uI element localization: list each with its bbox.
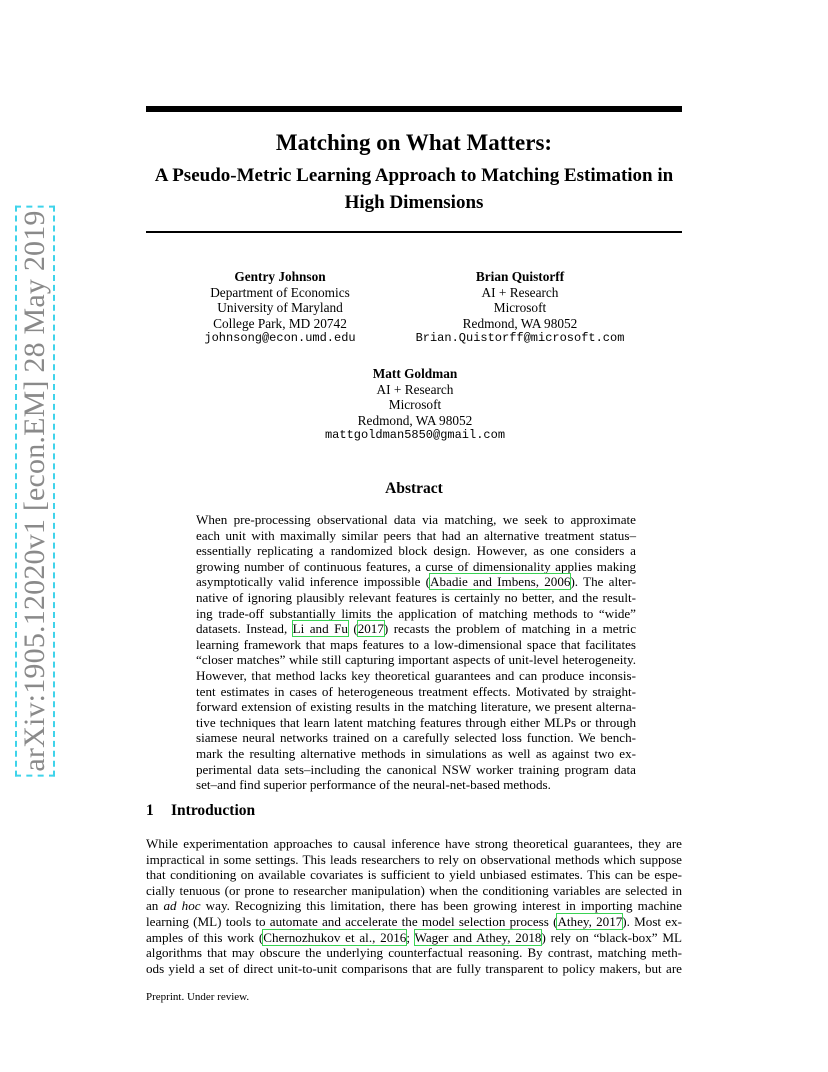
citation-link-athey[interactable]: Athey, 2017 — [557, 913, 623, 929]
text-span: amples of this work ( — [146, 929, 264, 945]
author-email: Brian.Quistorff@microsoft.com — [415, 331, 625, 345]
author-name: Gentry Johnson — [234, 269, 326, 284]
intro-line: impractical in some settings. This leads researchers to rely on observational methods which suppose — [146, 851, 682, 867]
citation-author[interactable]: Chernozhukov et al. — [263, 929, 373, 945]
author-affiliation: Microsoft — [388, 397, 442, 412]
title-top-rule — [146, 106, 682, 112]
author-block-quistorff — [410, 269, 630, 347]
arxiv-sidebar-stamp[interactable] — [17, 210, 53, 772]
abstract-line: However, that method lacks key theoretical guarantees and can produce inconsis- — [196, 667, 636, 683]
citation-author[interactable]: Wager and Athey — [414, 929, 508, 945]
abstract-line: datasets. Instead, Li and Fu (2017) recasts the problem of matching in a metric — [196, 621, 637, 637]
arxiv-identifier[interactable]: arXiv:1905.12020v1 [econ.EM] 28 May 2019 — [18, 210, 51, 772]
abstract-line: learning framework that maps features to a low-dimensional space that facilitates — [196, 636, 636, 652]
title-bottom-rule — [146, 231, 682, 233]
citation-year[interactable]: 2016 — [380, 929, 407, 945]
footer-note: Preprint. Under review. — [146, 991, 250, 1003]
text-span: asymptotically valid inference impossible ( — [196, 574, 430, 590]
section-title: Introduction — [171, 802, 256, 819]
abstract-line: ing trade-off substantially limits the application of matching methods to “wide” — [196, 605, 636, 621]
abstract-line: siamese neural networks trained on a carefully selected loss function. We bench- — [196, 730, 636, 746]
author-address: Redmond, WA 98052 — [462, 315, 578, 331]
text-span: an — [146, 898, 164, 914]
author-address: College Park, MD 20742 — [213, 315, 347, 331]
section-heading-introduction — [146, 802, 255, 820]
abstract-line: essentially replicating a randomized block design. However, as one considers a — [196, 543, 636, 559]
paper-title-line-3: High Dimensions — [344, 192, 484, 213]
citation-link-abadie-imbens[interactable]: Abadie and Imbens, 2006 — [430, 574, 571, 590]
author-affiliation: University of Maryland — [217, 300, 343, 315]
abstract-line: native of ignoring plausibly relevant features is certainly no better, and the result- — [196, 589, 636, 605]
author-affiliation: AI + Research — [481, 284, 559, 300]
author-name: Matt Goldman — [372, 366, 458, 381]
citation-year[interactable]: 2006 — [544, 574, 571, 590]
abstract-line: growing number of continuous features, a curse of dimensionality applies making — [196, 558, 636, 574]
text-span: datasets. Instead, — [196, 621, 293, 637]
abstract-body — [196, 512, 636, 793]
abstract-line: set–and find superior performance of the neural-net-based methods. — [196, 777, 551, 793]
intro-line: While experimentation approaches to causal inference have strong theoretical guarantees, they are — [146, 836, 682, 851]
abstract-line: “closer matches” while still capturing important aspects of unit-level heterogeneity. — [196, 652, 636, 668]
text-span: ) rely on “black-box” ML — [541, 929, 682, 945]
author-block-johnson — [180, 269, 380, 347]
abstract-line: tent estimates in cases of heterogeneous treatment effects. Motivated by straight- — [196, 683, 636, 699]
paper-title-line-2: A Pseudo-Metric Learning Approach to Matching Estimation in — [154, 165, 674, 186]
abstract-line: When pre-processing observational data via matching, we seek to approximate — [196, 512, 636, 527]
abstract-line: perimental data sets–including the canonical NSW worker training program data — [196, 761, 636, 777]
citation-link-li-fu-year[interactable]: 2017 — [357, 621, 384, 637]
abstract-heading: Abstract — [385, 480, 443, 497]
abstract-line: forward extension of existing results in the matching literature, we present alterna- — [196, 699, 636, 715]
text-span: way. Recognizing this limitation, there has been growing interest in importing machine — [200, 898, 682, 914]
author-affiliation: AI + Research — [376, 381, 454, 397]
section-number: 1 — [146, 802, 154, 819]
intro-line — [146, 898, 682, 914]
intro-line: amples of this work (Chernozhukov et al., 2016; Wager and Athey, 2018) rely on “black-box” ML — [146, 929, 682, 945]
intro-line — [146, 914, 682, 930]
paper-title-line-1: Matching on What Matters: — [275, 130, 553, 155]
abstract-line: mark the resulting alternative methods in simulations as well as against two ex- — [196, 745, 636, 761]
text-span: recasts the problem of matching in a metric — [388, 621, 637, 637]
paper-title-subtitle — [146, 162, 682, 216]
citation-link-wager-athey[interactable]: Wager and Athey, 2018 — [414, 929, 542, 945]
abstract-line — [196, 574, 636, 590]
text-span: ). The alter- — [570, 574, 637, 590]
intro-line: algorithms that may obscure the underlying counterfactual reasoning. By contrast, matching meth- — [146, 945, 682, 961]
abstract-line: tive techniques that learn latent matching features through either MLPs or through — [196, 714, 636, 730]
author-block-goldman — [300, 366, 530, 444]
abstract-line: each unit with maximally similar peers that had an alternative treatment status– — [196, 527, 636, 543]
author-affiliation: Microsoft — [493, 300, 547, 315]
citation-link-li-fu[interactable]: Li and Fu — [292, 621, 348, 637]
citation-author[interactable]: Athey — [557, 913, 589, 929]
intro-line: that conditioning on available covariates is sufficient to yield unbiased estimates. This can be espe- — [146, 867, 682, 883]
author-name: Brian Quistorff — [475, 269, 565, 284]
author-address: Redmond, WA 98052 — [357, 412, 473, 428]
text-span: learning (ML) tools to automate and accelerate the model selection process ( — [146, 913, 558, 929]
citation-author[interactable]: Abadie and Imbens — [430, 574, 536, 590]
introduction-body — [146, 836, 682, 976]
citation-year[interactable]: 2017 — [596, 913, 623, 929]
citation-year[interactable]: 2018 — [515, 929, 542, 945]
citation-link-chernozhukov[interactable]: Chernozhukov et al., 2016 — [263, 929, 407, 945]
author-email: mattgoldman5850@gmail.com — [324, 428, 506, 442]
intro-line: cially tenuous (or prone to researcher manipulation) when the conditioning variables are selected in — [146, 882, 682, 898]
text-span: ). Most ex- — [622, 913, 682, 929]
intro-line: ods yield a set of direct unit-to-unit comparisons that are fully transparent to policy makers, but are — [146, 960, 682, 976]
italic-text: ad hoc — [163, 898, 201, 914]
author-affiliation: Department of Economics — [210, 284, 350, 300]
author-email: johnsong@econ.umd.edu — [204, 331, 356, 345]
